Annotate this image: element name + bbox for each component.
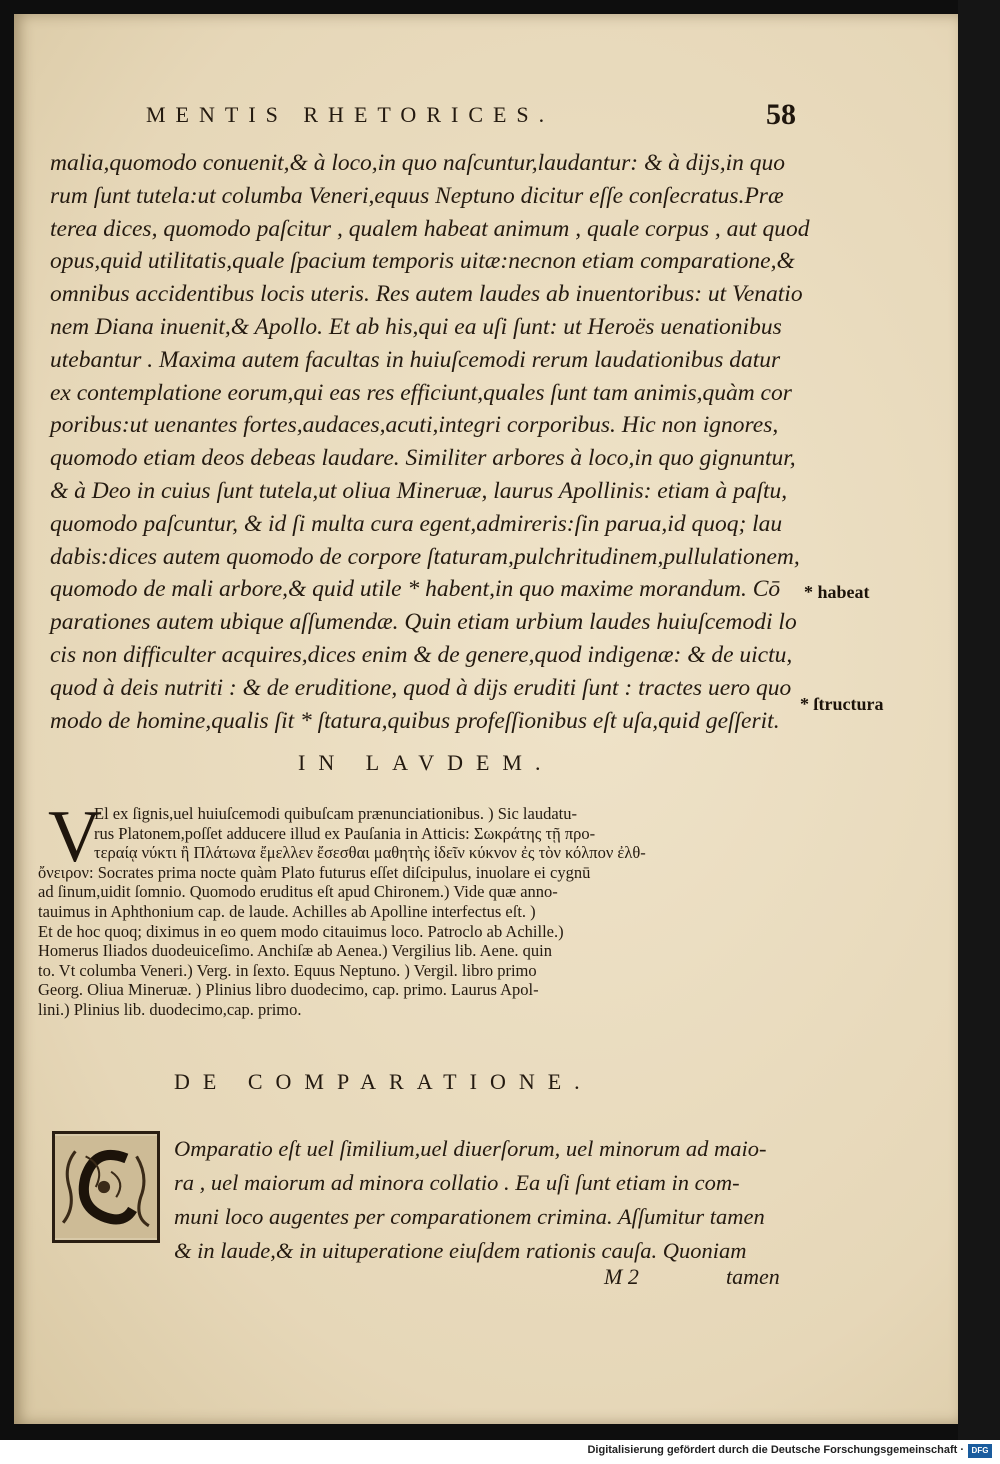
body-line: & à Deo in cuius ſunt tutela,ut oliua Mineruæ, laurus Apollinis: etiam à paſtu, (50, 477, 788, 504)
note-line: Georg. Oliua Mineruæ. ) Plinius libro duodecimo, cap. primo. Laurus Apol- (38, 980, 539, 1000)
body-line: rum ſunt tutela:ut columba Veneri,equus Neptuno dicitur eſſe conſecratus.Præ (50, 182, 784, 209)
note-line: tauimus in Aphthonium cap. de laude. Achilles ab Apolline interfectus eſt. ) (38, 901, 536, 921)
body-line: terea dices, quomodo paſcitur , qualem habeat animum , quale corpus , aut quod (50, 215, 810, 242)
decorated-initial-c-icon (52, 1131, 160, 1243)
scan-edge (958, 0, 1000, 1440)
body-line: quomodo de mali arbore,& quid utile * habent,in quo maxime morandum. Cō (50, 576, 781, 603)
note-line: to. Vt columba Veneri.) Verg. in ſexto. Equus Neptuno. ) Vergil. libro primo (38, 960, 537, 980)
book-page (14, 14, 958, 1424)
section-heading: DE COMPARATIONE. (174, 1069, 593, 1094)
body-line: dabis:dices autem quomodo de corpore ſtaturam,pulchritudinem,pullulationem, (50, 543, 800, 570)
comparatio-text (174, 1132, 814, 1268)
body-line: & in laude,& in uituperatione eiuſdem rationis cauſa. Quoniam (174, 1238, 747, 1263)
marginal-note: * habeat (804, 582, 870, 602)
body-line: opus,quid utilitatis,quale ſpacium temporis uitæ:necnon etiam comparatione,& (50, 248, 795, 275)
drop-capital: V (48, 796, 102, 878)
note-line: lini.) Plinius lib. duodecimo,cap. primo. (38, 999, 302, 1019)
catchword: tamen (726, 1264, 780, 1289)
body-line: quomodo etiam deos debeas laudare. Similiter arbores à loco,in quo gignuntur, (50, 445, 796, 472)
note-line: Et de hoc quoq; diximus in eo quem modo citauimus loco. Patroclo ab Achille.) (38, 921, 564, 941)
marginal-note: * ſtructura (800, 694, 884, 714)
body-line: ra , uel maiorum ad minora collatio . Ea uſi ſunt etiam in com- (174, 1170, 740, 1195)
running-title: MENTIS RHETORICES. (146, 102, 555, 127)
note-line: rus Platonem,poſſet adducere illud ex Pauſania in Atticis: Σωκράτης τῇ προ- (94, 823, 596, 843)
funding-notice: Digitalisierung gefördert durch die Deutsche Forschungsgemeinschaft · (587, 1444, 964, 1456)
body-line: muni loco augentes per comparationem crimina. Aſſumitur tamen (174, 1204, 765, 1229)
note-line: ad ſinum,uidit ſomnio. Quomodo eruditus eſt apud Chironem.) Vide quæ anno- (38, 882, 558, 902)
ornament-icon (55, 1134, 157, 1240)
page-number: 58 (766, 98, 796, 131)
body-text (50, 147, 830, 737)
body-line: malia,quomodo conuenit,& à loco,in quo naſcuntur,laudantur: & à dijs,in quo (50, 150, 786, 176)
footer-bar (0, 1440, 1000, 1464)
note-line: τεραίᾳ νύκτι ἢ Πλάτωνα ἔμελλεν ἔσεσθαι μαθητὴς ἰδεῖν κύκνον ἐς τὸν κόλπον ἐλθ- (94, 843, 646, 863)
body-line: quod à deis nutriti : & de eruditione, quod à dijs eruditi ſunt : tractes uero quo (50, 674, 792, 701)
section-heading: IN LAVDEM. (298, 750, 554, 775)
body-line: cis non difficulter acquires,dices enim & de genere,quod indigenæ: & de uictu, (50, 641, 793, 668)
note-line: El ex ſignis,uel huiuſcemodi quibuſcam prænunciationibus. ) Sic laudatu- (94, 804, 577, 823)
dfg-logo-icon: DFG (968, 1444, 992, 1458)
annotation-block (38, 804, 808, 1020)
note-line: ὄνειρον: Socrates prima nocte quàm Plato futurus eſſet diſcipulus, inuolare ei cygnū (38, 862, 591, 882)
body-line: poribus:ut uenantes fortes,audaces,acuti,integri corporibus. Hic non ignores, (50, 412, 779, 439)
body-line: quomodo paſcuntur, & id ſi multa cura egent,admireris:ſin parua,id quoq; lau (50, 510, 783, 537)
body-line: omnibus accidentibus locis uteris. Res autem laudes ab inuentoribus: ut Venatio (50, 281, 803, 308)
body-line: parationes autem ubique aſſumendæ. Quin etiam urbium laudes huiuſcemodi lo (50, 609, 797, 636)
body-line: modo de homine,qualis ſit * ſtatura,quibus profeſſionibus eſt uſa,quid geſſerit. (50, 707, 780, 734)
body-line: Omparatio eſt uel ſimilium,uel diuerſorum, uel minorum ad maio- (174, 1136, 767, 1161)
body-line: nem Diana inuenit,& Apollo. Et ab his,qui ea uſi ſunt: ut Heroës uenationibus (50, 313, 782, 340)
body-line: ex contemplatione eorum,qui eas res efficiunt,quales ſunt tam animis,quàm cor (50, 379, 792, 406)
signature-mark: M 2 (604, 1264, 639, 1289)
note-line: Homerus Iliados duodeuiceſimo. Anchiſæ ab Aenea.) Vergilius lib. Aene. quin (38, 941, 553, 961)
body-line: utebantur . Maxima autem facultas in huiuſcemodi rerum laudationibus datur (50, 346, 781, 373)
